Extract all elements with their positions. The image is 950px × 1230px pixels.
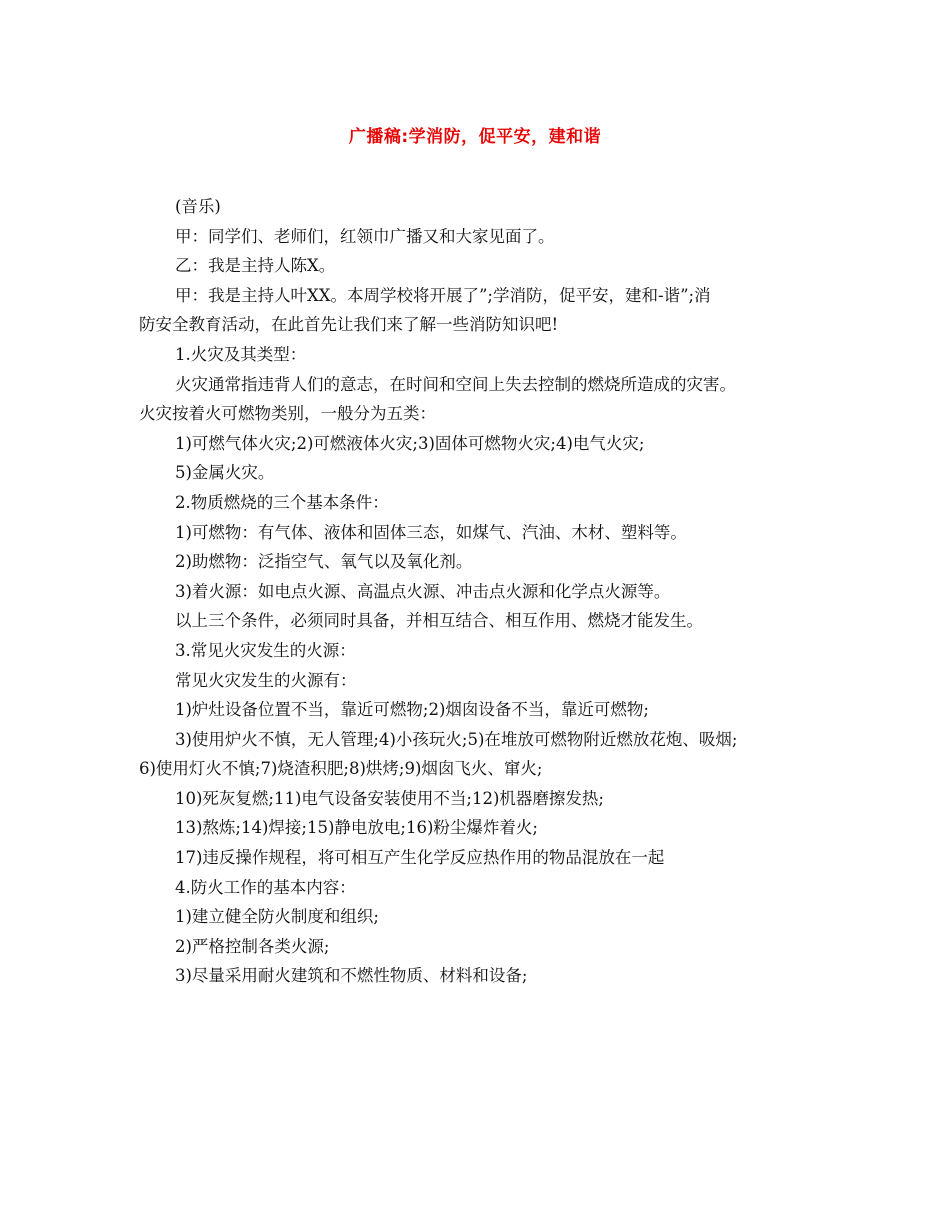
text-line: 火灾按着火可燃物类别，一般分为五类：	[139, 404, 436, 424]
text-line: 5)金属火灾。	[175, 463, 275, 483]
text-line: 3)尽量采用耐火建筑和不燃性物质、材料和设备;	[175, 966, 528, 986]
text-line: 3)使用炉火不慎，无人管理;4)小孩玩火;5)在堆放可燃物附近燃放花炮、吸烟;	[175, 729, 738, 749]
text-line: 火灾通常指违背人们的意志，在时间和空间上失去控制的燃烧所造成的灾害。	[175, 374, 736, 394]
text-line: 乙：我是主持人陈X。	[175, 256, 336, 276]
text-line: 以上三个条件，必须同时具备，并相互结合、相互作用、燃烧才能发生。	[175, 611, 703, 631]
text-line: 甲：同学们、老师们，红领巾广播又和大家见面了。	[175, 226, 555, 246]
text-line: 2)严格控制各类火源;	[175, 936, 330, 956]
text-line: 6)使用灯火不慎;7)烧渣积肥;8)烘烤;9)烟囱飞火、窜火;	[139, 759, 543, 779]
text-line: 1)可燃物：有气体、液体和固体三态，如煤气、汽油、木材、塑料等。	[175, 522, 687, 542]
text-line: 10)死灰复燃;11)电气设备安装使用不当;12)机器磨擦发热;	[175, 788, 604, 808]
text-line: 1.火灾及其类型：	[175, 344, 307, 364]
text-line: (音乐)	[175, 197, 221, 216]
text-line: 防安全教育活动，在此首先让我们来了解一些消防知识吧!	[139, 315, 559, 335]
text-line: 13)熬炼;14)焊接;15)静电放电;16)粉尘爆炸着火;	[175, 818, 538, 838]
text-line: 17)违反操作规程，将可相互产生化学反应热作用的物品混放在一起	[175, 848, 665, 868]
text-line: 甲：我是主持人叶XX。本周学校将开展了”;学消防，促平安，建和-谐”;消	[175, 285, 711, 305]
text-line: 1)炉灶设备位置不当，靠近可燃物;2)烟囱设备不当，靠近可燃物;	[175, 700, 649, 720]
text-line: 2.物质燃烧的三个基本条件：	[175, 492, 389, 512]
text-line: 1)可燃气体火灾;2)可燃液体火灾;3)固体可燃物火灾;4)电气火灾;	[175, 433, 645, 453]
text-line: 2)助燃物：泛指空气、氧气以及氧化剂。	[175, 552, 473, 572]
text-line: 3.常见火灾发生的火源：	[175, 640, 356, 660]
text-line: 3)着火源：如电点火源、高温点火源、冲击点火源和化学点火源等。	[175, 581, 671, 601]
document-title: 广播稿:学消防，促平安，建和谐	[348, 127, 602, 147]
text-line: 常见火灾发生的火源有：	[175, 670, 357, 690]
text-line: 4.防火工作的基本内容：	[175, 877, 356, 897]
text-line: 1)建立健全防火制度和组织;	[175, 907, 379, 927]
document-body	[139, 192, 823, 991]
